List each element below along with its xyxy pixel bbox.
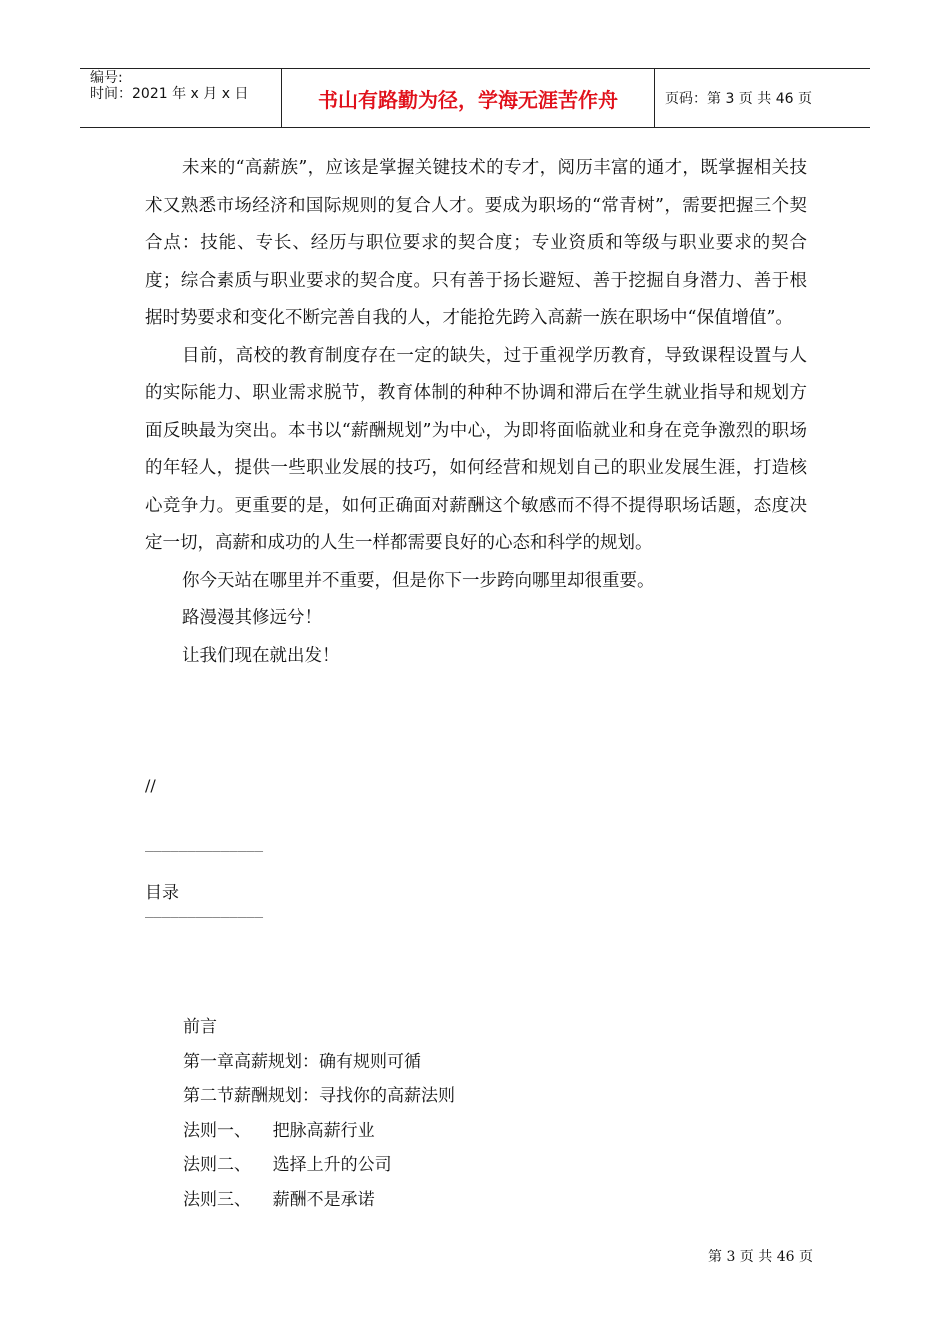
header-motto: 书山有路勤为径，学海无涯苦作舟 xyxy=(282,69,655,127)
paragraph-5: 让我们现在就出发！ xyxy=(182,645,340,666)
toc-item[interactable]: 法则二、 选择上升的公司 xyxy=(183,1155,392,1175)
slash-marker: // xyxy=(145,776,156,795)
table-of-contents xyxy=(183,1010,455,1217)
toc-title: 目录 xyxy=(145,883,179,903)
document-body xyxy=(145,150,807,675)
divider-bottom: ______________ xyxy=(145,902,264,918)
paragraph-3: 你今天站在哪里并不重要，但是你下一步跨向哪里却很重要。 xyxy=(182,570,655,591)
paragraph-4: 路漫漫其修远兮！ xyxy=(182,608,322,628)
page-footer-number: 第 3 页 共 46 页 xyxy=(708,1249,813,1265)
toc-item[interactable]: 法则一、 把脉高薪行业 xyxy=(183,1120,375,1141)
document-number-label: 编号: xyxy=(90,70,123,86)
toc-item[interactable]: 第一章高薪规划：确有规则可循 xyxy=(183,1051,421,1072)
toc-item[interactable]: 法则三、 薪酬不是承诺 xyxy=(183,1189,375,1210)
toc-item[interactable]: 第二节薪酬规划：寻找你的高薪法则 xyxy=(183,1086,455,1106)
paragraph-1: 未来的“高薪族”，应该是掌握关键技术的专才，阅历丰富的通才，既掌握相关技术又熟悉市场经济和国际规则的复合人才。要成为职场的“常青树”，需要把握三个契合点：技能、专长、经历与职位要求的契合度；专业资质和等级与职业要求的契合度；综合素质与职业要求的契合度。只有善于扬长避短、善于挖掘自身潜力、善于根据时势要求和变化不断完善自我的人，才能抢先跨入高薪一族在职场中“保值增值”。 xyxy=(145,158,807,328)
paragraph-2: 目前，高校的教育制度存在一定的缺失，过于重视学历教育，导致课程设置与人的实际能力、职业需求脱节，教育体制的种种不协调和滞后在学生就业指导和规划方面反映最为突出。本书以“薪酬规划”为中心，为即将面临就业和身在竞争激烈的职场的年轻人，提供一些职业发展的技巧，如何经营和规划自己的职业发展生涯，打造核心竞争力。更重要的是，如何正确面对薪酬这个敏感而不得不提得职场话题，态度决定一切，高薪和成功的人生一样都需要良好的心态和科学的规划。 xyxy=(145,345,807,553)
header-meta xyxy=(80,69,282,127)
page-header xyxy=(80,68,870,128)
document-date-label: 时间：2021 年 x 月 x 日 xyxy=(90,86,249,102)
divider-top: ______________ xyxy=(145,836,264,852)
toc-item[interactable]: 前言 xyxy=(183,1017,217,1037)
header-page-number: 页码：第 3 页 共 46 页 xyxy=(665,91,812,107)
